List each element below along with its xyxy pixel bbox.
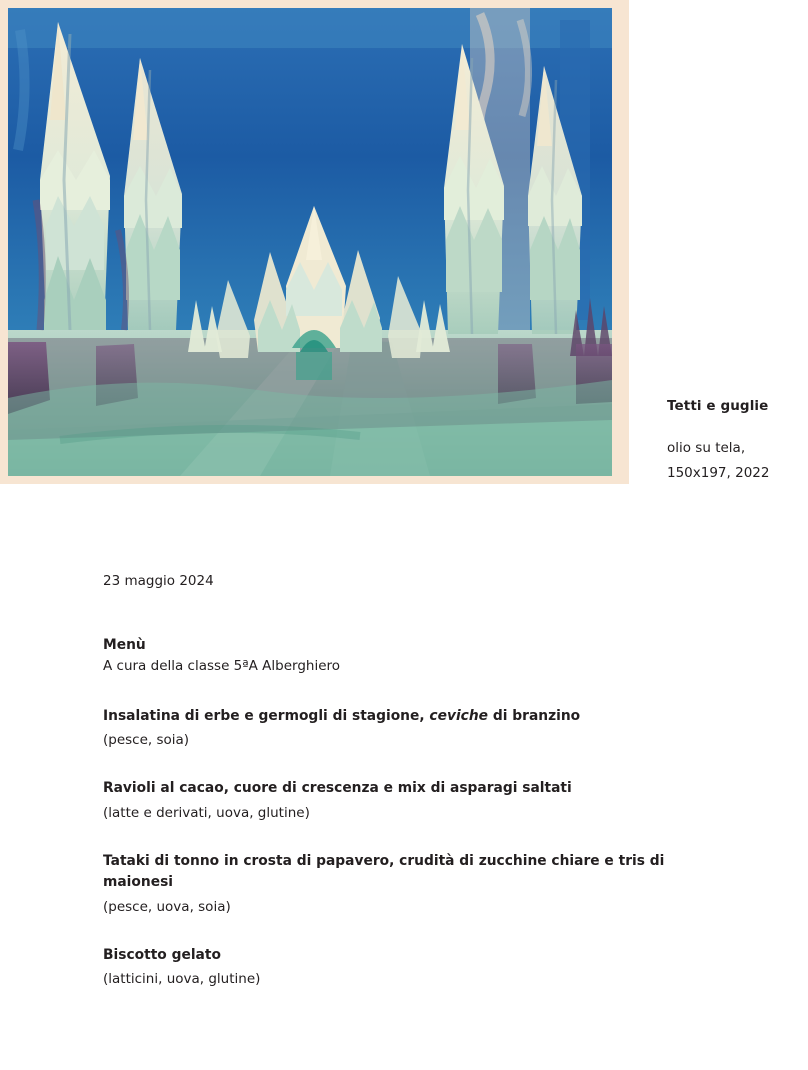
menu-course bbox=[103, 706, 723, 751]
course-name-prefix: Insalatina di erbe e germogli di stagione, bbox=[103, 707, 430, 724]
course-name-italic: ceviche bbox=[429, 707, 489, 724]
artwork-dimensions: 150x197, 2022 bbox=[667, 465, 770, 482]
menu-course bbox=[103, 851, 723, 917]
course-allergens: (pesce, uova, soia) bbox=[103, 898, 231, 915]
menu-course bbox=[103, 945, 723, 990]
course-name-prefix: Tataki di tonno in crosta di papavero, crudità di zucchine chiare e tris di maionesi bbox=[103, 853, 665, 891]
painting-duomo-spires-illustration bbox=[0, 0, 629, 484]
artwork-image bbox=[0, 0, 629, 484]
menu-document bbox=[103, 572, 723, 1018]
document-date: 23 maggio 2024 bbox=[103, 573, 214, 589]
menu-subtitle: A cura della classe 5ªA Alberghiero bbox=[103, 657, 341, 674]
course-name bbox=[103, 945, 723, 966]
artwork-caption bbox=[667, 398, 797, 486]
artwork-title: Tetti e guglie bbox=[667, 398, 769, 414]
course-name-prefix: Ravioli al cacao, cuore di crescenza e mix di asparagi saltati bbox=[103, 780, 572, 797]
course-name bbox=[103, 778, 723, 799]
course-name-suffix: di branzino bbox=[488, 707, 581, 724]
artwork-technique: olio su tela, bbox=[667, 440, 746, 457]
course-name-prefix: Biscotto gelato bbox=[103, 947, 221, 964]
course-name bbox=[103, 706, 723, 727]
menu-title: Menù bbox=[103, 636, 146, 653]
course-allergens: (latte e derivati, uova, glutine) bbox=[103, 804, 310, 821]
course-name bbox=[103, 851, 723, 894]
menu-course bbox=[103, 778, 723, 823]
course-allergens: (pesce, soia) bbox=[103, 732, 190, 749]
course-allergens: (latticini, uova, glutine) bbox=[103, 971, 261, 988]
